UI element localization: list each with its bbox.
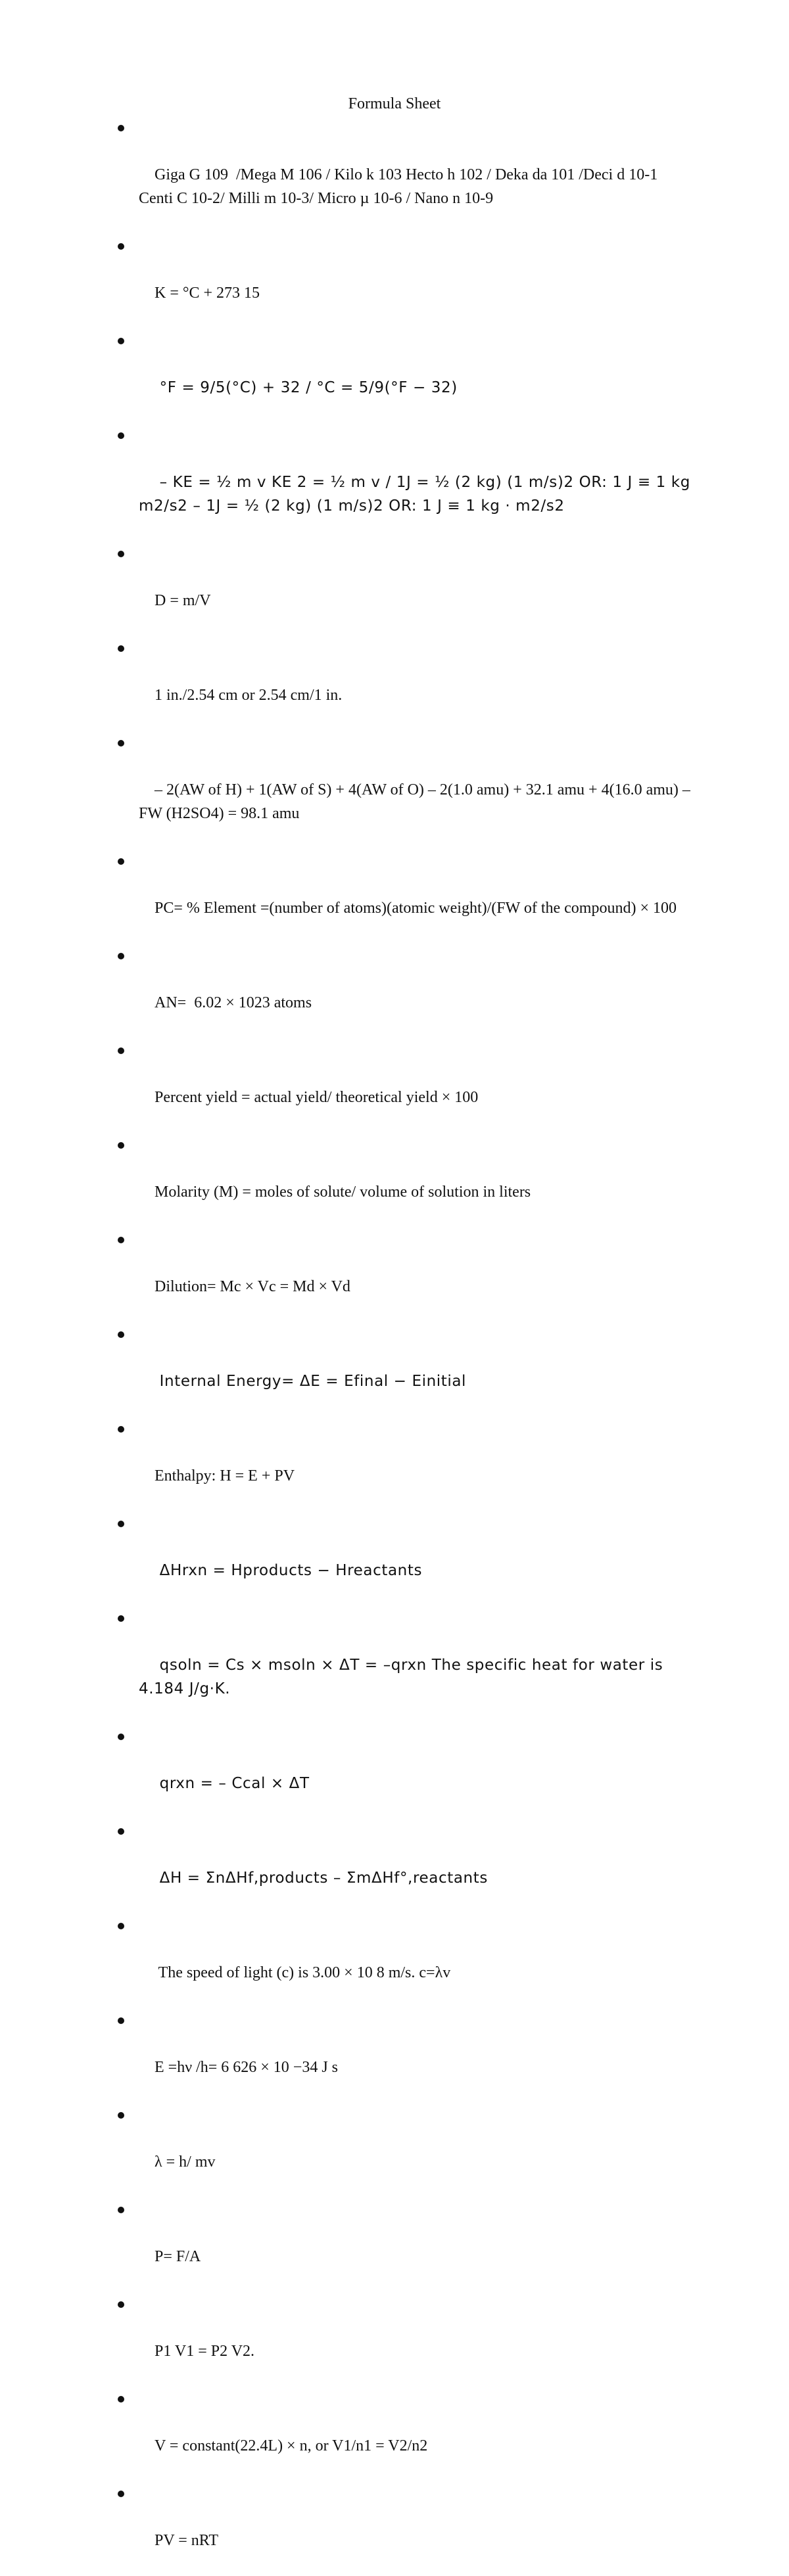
bullet-icon xyxy=(118,338,124,344)
list-item xyxy=(0,234,789,329)
bullet-icon xyxy=(118,2396,124,2403)
list-item xyxy=(0,1038,789,1133)
list-item xyxy=(0,2103,789,2197)
list-item xyxy=(0,1133,789,1228)
bullet-icon xyxy=(118,1426,124,1433)
formula-text: AN= 6.02 × 1023 atoms xyxy=(155,994,312,1011)
bullet-icon xyxy=(118,551,124,557)
bullet-icon xyxy=(118,858,124,865)
bullet-icon xyxy=(118,1923,124,1929)
formula-text: °F = 9/5(°C) + 32 / °C = 5/9(°F − 32) xyxy=(159,379,458,396)
list-item xyxy=(0,731,789,849)
list-item xyxy=(0,1819,789,1914)
formula-text: qrxn = – Ccal × ΔT xyxy=(159,1775,310,1792)
bullet-icon xyxy=(118,1615,124,1622)
formula-text: Percent yield = actual yield/ theoretical yield × 100 xyxy=(155,1089,479,1106)
list-item xyxy=(0,1914,789,2008)
formula-text: E =hν /h= 6 626 × 10 −34 J s xyxy=(155,2059,338,2076)
list-item xyxy=(0,541,789,636)
bullet-icon xyxy=(118,2491,124,2497)
formula-text: Enthalpy: H = E + PV xyxy=(155,1467,295,1484)
list-item xyxy=(0,1606,789,1724)
list-item xyxy=(0,944,789,1038)
bullet-icon xyxy=(118,740,124,747)
formula-text: Molarity (M) = moles of solute/ volume of solution in liters xyxy=(155,1184,531,1201)
formula-text: – 2(AW of H) + 1(AW of S) + 4(AW of O) – 2(1.0 amu) + 32.1 amu + 4(16.0 amu) – FW (H2SO4) = 98.1 amu xyxy=(139,781,694,822)
bullet-icon xyxy=(118,1521,124,1527)
bullet-icon xyxy=(118,1142,124,1149)
bullet-icon xyxy=(118,2017,124,2024)
bullet-icon xyxy=(118,125,124,131)
formula-text: – KE = ½ m v KE 2 = ½ m v / 1J = ½ (2 kg) (1 m/s)2 OR: 1 J ≡ 1 kg m2/s2 – 1J = ½ (2 kg) (1 m/s)2 OR: 1 J ≡ 1 kg · m2/s2 xyxy=(139,474,696,515)
list-item xyxy=(0,2292,789,2387)
bullet-icon xyxy=(118,2112,124,2119)
list-item xyxy=(0,1322,789,1417)
formula-text: K = °C + 273 15 xyxy=(155,285,260,302)
list-item xyxy=(0,636,789,731)
formula-text: P= F/A xyxy=(155,2248,201,2265)
bullet-icon xyxy=(118,1331,124,1338)
formula-text: qsoln = Cs × msoln × ΔT = –qrxn The specific heat for water is 4.184 J/g·K. xyxy=(139,1657,669,1697)
list-item xyxy=(0,2387,789,2481)
formula-text: Dilution= Mc × Vc = Md × Vd xyxy=(155,1278,350,1295)
bullet-icon xyxy=(118,2207,124,2213)
list-item xyxy=(0,2481,789,2576)
list-item xyxy=(0,2197,789,2292)
formula-text: ΔHrxn = Hproducts − Hreactants xyxy=(159,1562,423,1579)
bullet-icon xyxy=(118,2301,124,2308)
formula-text: PV = nRT xyxy=(155,2532,219,2549)
list-item xyxy=(0,849,789,944)
list-item xyxy=(0,2008,789,2103)
list-item xyxy=(0,116,789,234)
list-item xyxy=(0,1228,789,1322)
list-item xyxy=(0,423,789,541)
list-item xyxy=(0,329,789,423)
bullet-icon xyxy=(118,1828,124,1835)
formula-text: V = constant(22.4L) × n, or V1/n1 = V2/n2 xyxy=(155,2437,428,2454)
formula-text: P1 V1 = P2 V2. xyxy=(155,2343,255,2360)
list-item xyxy=(0,1417,789,1511)
formula-text: 1 in./2.54 cm or 2.54 cm/1 in. xyxy=(155,687,343,704)
formula-text: ΔH = ΣnΔHf,products – ΣmΔHf°,reactants xyxy=(159,1870,488,1887)
list-item xyxy=(0,1724,789,1819)
bullet-icon xyxy=(118,953,124,959)
formula-text: λ = h/ mv xyxy=(155,2153,216,2171)
list-item xyxy=(0,1511,789,1606)
formula-text: Internal Energy= ΔE = Efinal − Einitial xyxy=(159,1373,467,1390)
formula-text: The speed of light (c) is 3.00 × 10 8 m/s. c=λv xyxy=(155,1964,451,1981)
bullet-icon xyxy=(118,432,124,439)
bullet-icon xyxy=(118,243,124,250)
formula-text: Giga G 109 /Mega M 106 / Kilo k 103 Hecto h 102 / Deka da 101 /Deci d 10-1 Centi C 10-2/ Milli m 10-3/ Micro µ 10-6 / Nano n 10-9 xyxy=(139,166,670,207)
formula-list xyxy=(0,116,789,2576)
formula-text: PC= % Element =(number of atoms)(atomic weight)/(FW of the compound) × 100 xyxy=(155,900,677,917)
page-title: Formula Sheet xyxy=(348,95,441,112)
bullet-icon xyxy=(118,1047,124,1054)
bullet-icon xyxy=(118,645,124,652)
formula-text: D = m/V xyxy=(155,592,211,609)
bullet-icon xyxy=(118,1237,124,1243)
bullet-icon xyxy=(118,1734,124,1740)
